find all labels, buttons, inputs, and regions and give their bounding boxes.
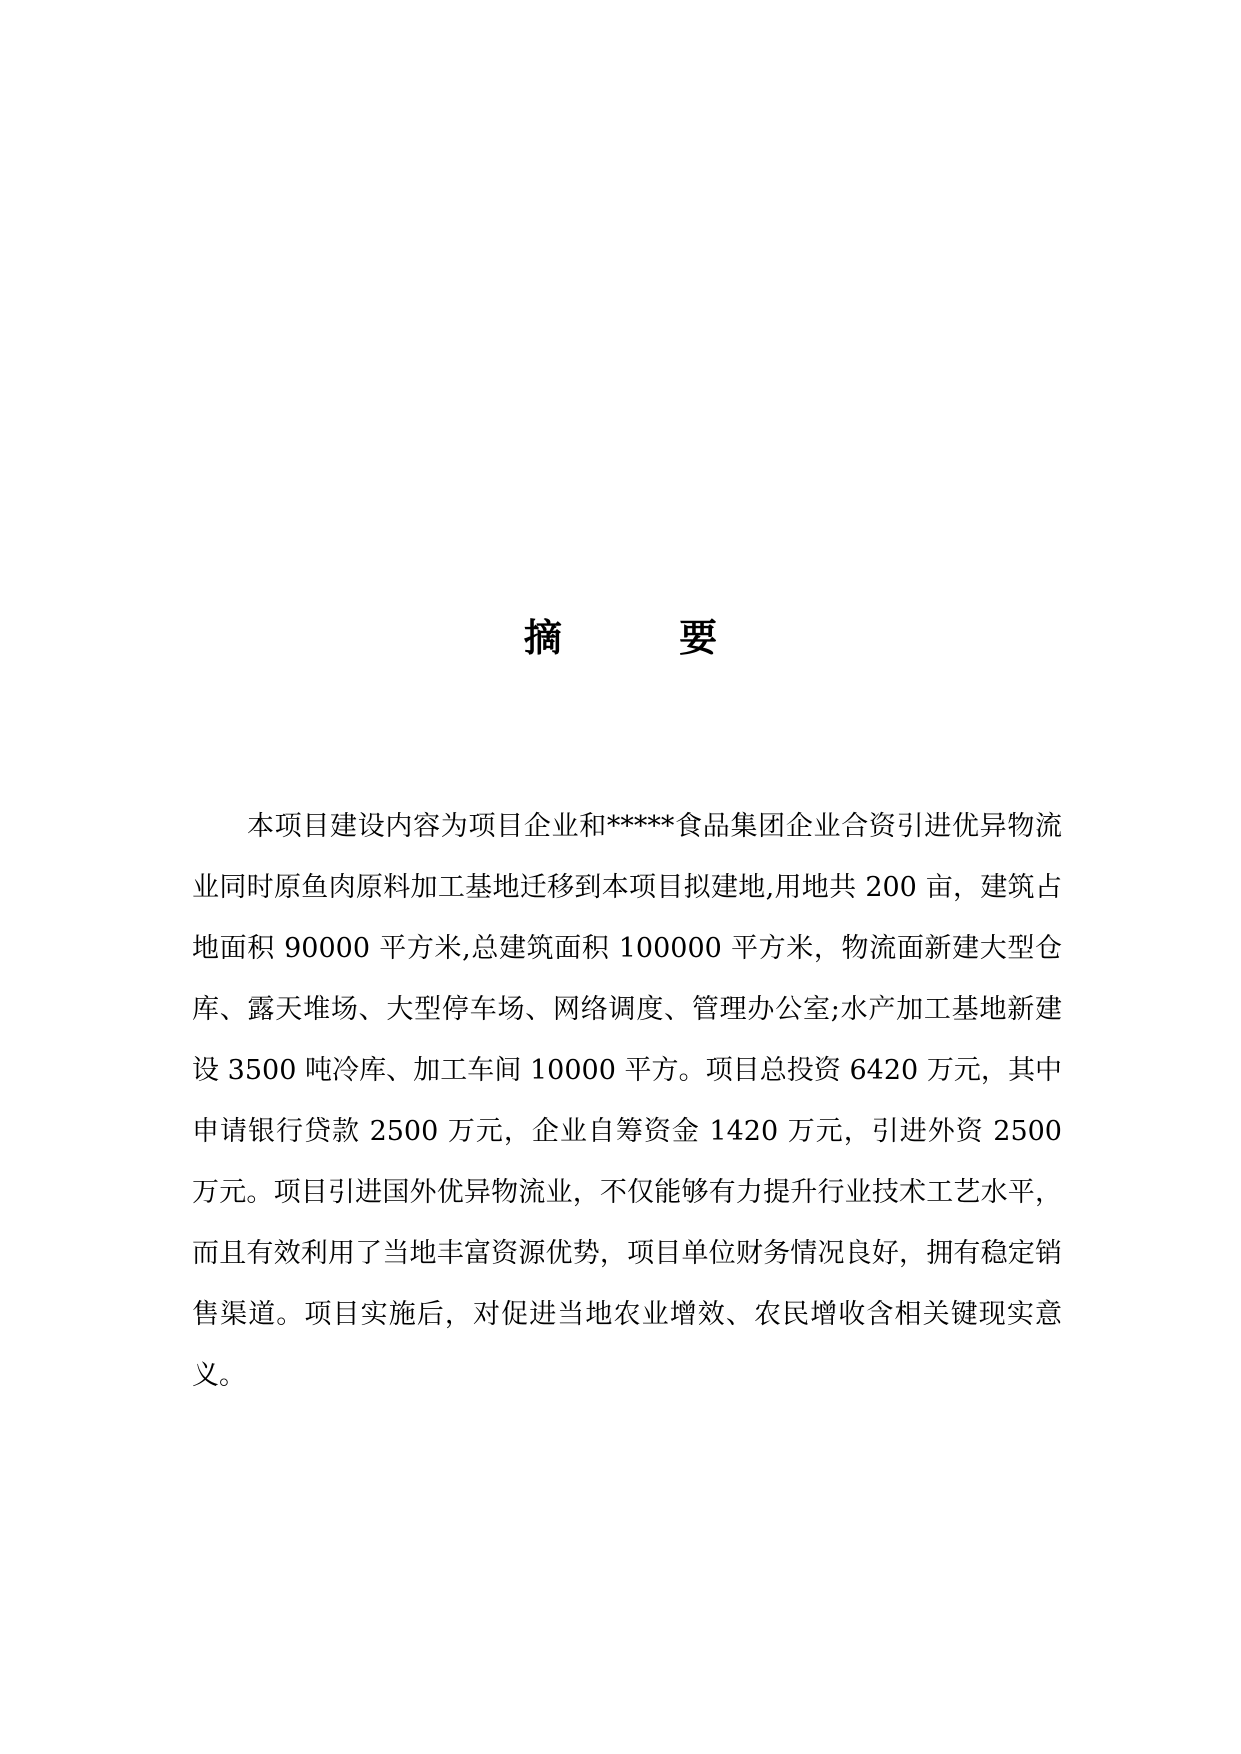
abstract-body (192, 796, 1062, 1406)
abstract-paragraph: 本项目建设内容为项目企业和*****食品集团企业合资引进优异物流业同时原鱼肉原料加工基地迁移到本项目拟建地,用地共 200 亩，建筑占地面积 90000 平方米,总建筑面积 100000 平方米，物流面新建大型仓库、露天堆场、大型停车场、网络调度、管理办公室;水产加工基地新建设 3500 吨冷库、加工车间 10000 平方。项目总投资 6420 万元，其中申请银行贷款 2500 万元，企业自筹资金 1420 万元，引进外资 2500 万元。项目引进国外优异物流业，不仅能够有力提升行业技术工艺水平，而且有效利用了当地丰富资源优势，项目单位财务情况良好，拥有稳定销售渠道。项目实施后，对促进当地农业增效、农民增收含相关键现实意义。 (192, 811, 1062, 1391)
abstract-title: 摘 要 (523, 616, 770, 661)
